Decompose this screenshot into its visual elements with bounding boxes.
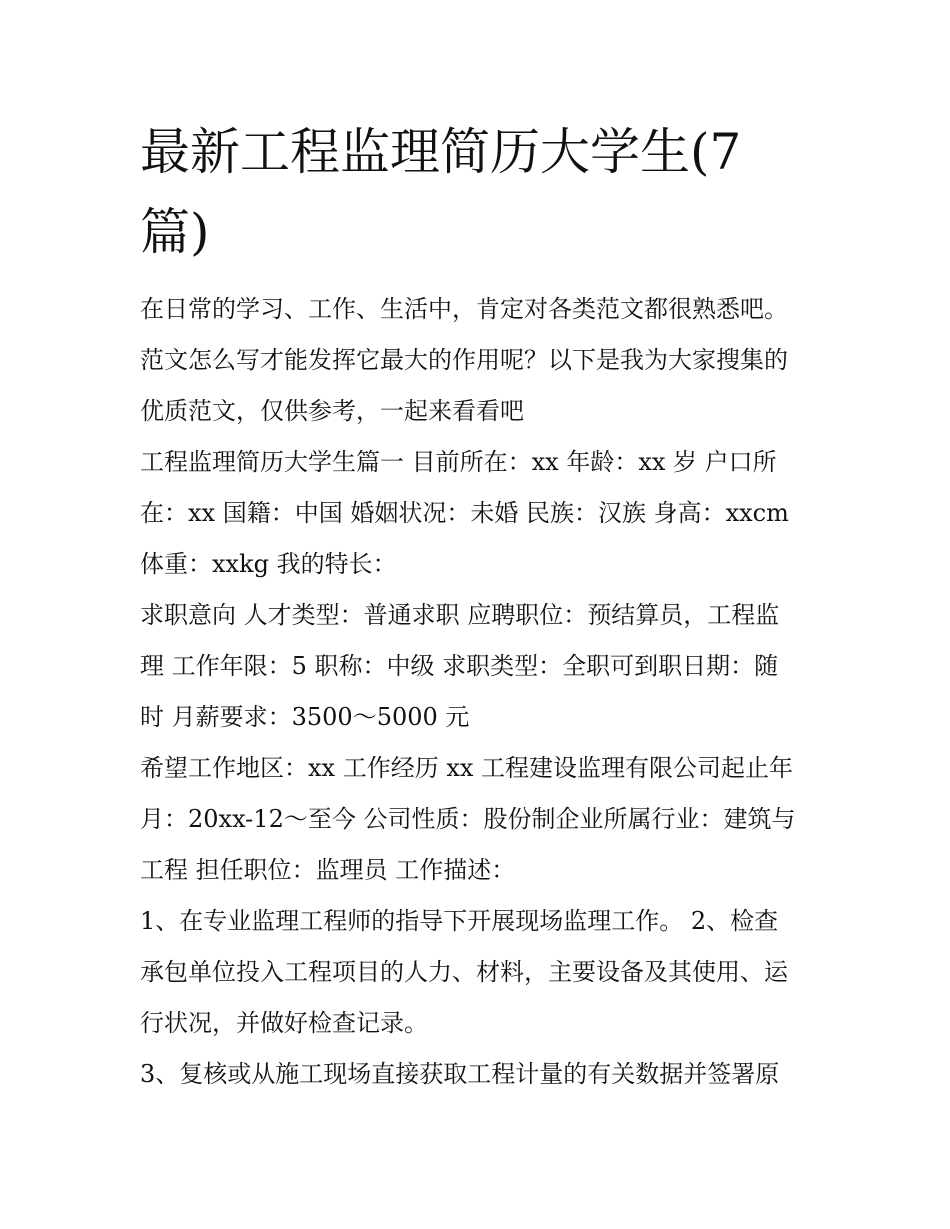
text-line: 优质范文，仅供参考，一起来看看吧	[140, 397, 524, 425]
text-line: 月：20xx-12～至今 公司性质：股份制企业所属行业：建筑与	[140, 805, 796, 833]
title-line: 篇)	[140, 203, 210, 261]
duties-paragraph	[140, 896, 820, 1049]
document-title	[140, 112, 820, 272]
document-body	[140, 112, 820, 1100]
text-line: 工程 担任职位：监理员 工作描述：	[140, 856, 516, 884]
text-line: 1、在专业监理工程师的指导下开展现场监理工作。 2、检查	[140, 907, 779, 935]
text-line: 承包单位投入工程项目的人力、材料，主要设备及其使用、运	[140, 958, 788, 986]
text-line: 在：xx 国籍：中国 婚姻状况：未婚 民族：汉族 身高：xxcm	[140, 499, 789, 527]
text-line: 3、复核或从施工现场直接获取工程计量的有关数据并签署原	[140, 1060, 780, 1088]
text-line: 在日常的学习、工作、生活中，肯定对各类范文都很熟悉吧。	[140, 295, 788, 323]
text-line: 希望工作地区：xx 工作经历 xx 工程建设监理有限公司起止年	[140, 754, 794, 782]
intro-paragraph	[140, 284, 820, 437]
text-line: 时 月薪要求：3500～5000 元	[140, 703, 470, 731]
work-experience-paragraph	[140, 743, 820, 896]
text-line: 工程监理简历大学生篇一 目前所在：xx 年龄：xx 岁 户口所	[140, 448, 777, 476]
text-line: 求职意向 人才类型：普通求职 应聘职位：预结算员，工程监	[140, 601, 780, 629]
title-line: 最新工程监理简历大学生(7	[140, 123, 742, 181]
text-line: 范文怎么写才能发挥它最大的作用呢？以下是我为大家搜集的	[140, 346, 788, 374]
personal-info-paragraph	[140, 437, 820, 590]
text-line: 体重：xxkg 我的特长：	[140, 550, 397, 578]
text-line: 行状况，并做好检查记录。	[140, 1009, 428, 1037]
duties-continued-paragraph	[140, 1049, 820, 1100]
job-intention-paragraph	[140, 590, 820, 743]
text-line: 理 工作年限：5 职称：中级 求职类型：全职可到职日期：随	[140, 652, 779, 680]
